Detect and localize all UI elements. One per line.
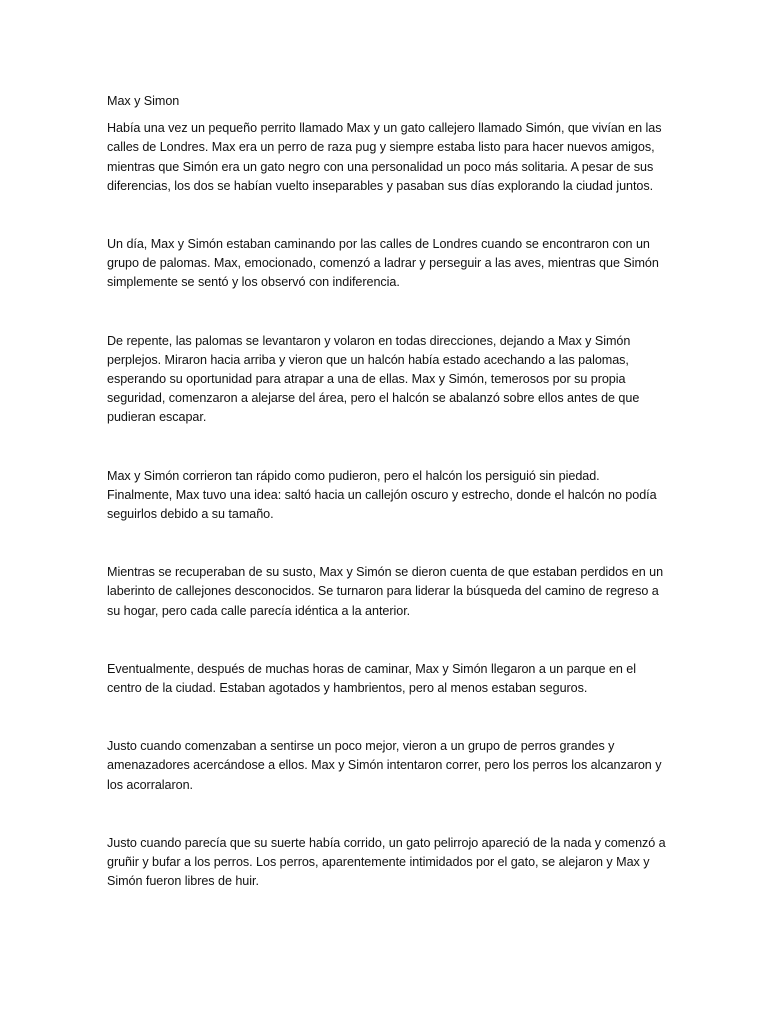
paragraph: Eventualmente, después de muchas horas de caminar, Max y Simón llegaron a un parque en el centro de la ciudad. Estaban agotados y hambrientos, pero al menos estaban seguros.	[107, 661, 637, 696]
paragraph: De repente, las palomas se levantaron y volaron en todas direcciones, dejando a Max y Simón perplejos. Miraron hacia arriba y vieron que un halcón había estado acechando a las palomas, esperando su oportunidad para atrapar a una de ellas. Max y Simón, temerosos por su propia seguridad, comenzaron a alejarse del área, pero el halcón se abalanzó sobre ellos antes de que pudieran escapar.	[107, 333, 640, 425]
document-body	[107, 92, 667, 891]
paragraph: Había una vez un pequeño perrito llamado Max y un gato callejero llamado Simón, que vivían en las calles de Londres. Max era un perro de raza pug y siempre estaba listo para hacer nuevos amigos, mientras que Simón era un gato negro con una personalidad un poco más solitaria. A pesar de sus diferencias, los dos se habían vuelto inseparables y pasaban sus días explorando la ciudad juntos.	[107, 121, 662, 193]
paragraph: Mientras se recuperaban de su susto, Max y Simón se dieron cuenta de que estaban perdidos en un laberinto de callejones desconocidos. Se turnaron para liderar la búsqueda del camino de regreso a su hogar, pero cada calle parecía idéntica a la anterior.	[107, 565, 664, 618]
paragraph: Un día, Max y Simón estaban caminando por las calles de Londres cuando se encontraron con un grupo de palomas. Max, emocionado, comenzó a ladrar y perseguir a las aves, mientras que Simón simplemente se sentó y los observó con indiferencia.	[107, 237, 659, 290]
paragraph: Justo cuando comenzaban a sentirse un poco mejor, vieron a un grupo de perros grandes y amenazadores acercándose a ellos. Max y Simón intentaron correr, pero los perros los alcanzaron y los acorralaron.	[107, 739, 662, 792]
document-title: Max y Simon	[107, 94, 180, 108]
paragraph: Justo cuando parecía que su suerte había corrido, un gato pelirrojo apareció de la nada y comenzó a gruñir y bufar a los perros. Los perros, aparentemente intimidados por el gato, se alejaron y Max y Simón fueron libres de huir.	[107, 835, 666, 889]
paragraph: Max y Simón corrieron tan rápido como pudieron, pero el halcón los persiguió sin piedad. Finalmente, Max tuvo una idea: saltó hacia un callejón oscuro y estrecho, donde el halcón no podía seguirlos debido a su tamaño.	[107, 468, 657, 522]
